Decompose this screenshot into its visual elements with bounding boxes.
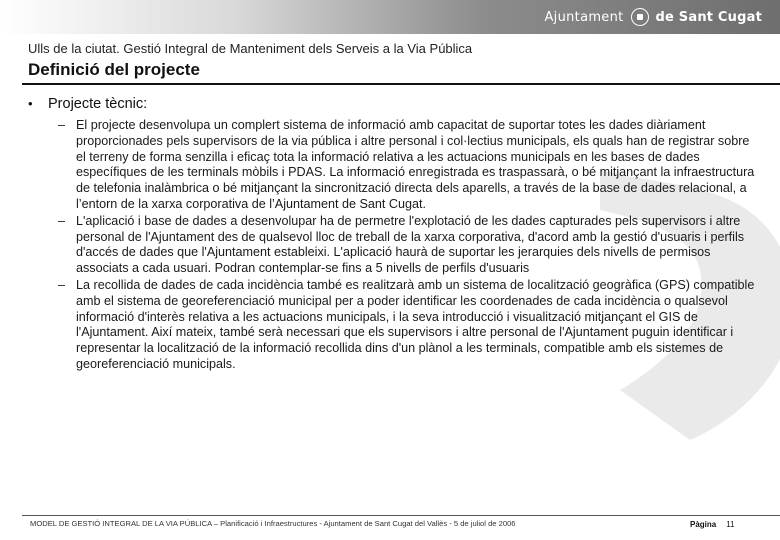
- brand-logo: [544, 7, 762, 27]
- dash-icon: –: [58, 277, 66, 292]
- title-divider: [22, 83, 780, 85]
- page-number: 11: [726, 520, 735, 529]
- page-indicator: [690, 520, 735, 529]
- list-item: [28, 214, 760, 277]
- bullet-heading: [28, 96, 760, 112]
- bullet-icon: •: [28, 96, 33, 111]
- page-label: Pàgina: [690, 520, 717, 529]
- brand-text-sant-cugat: de Sant Cugat: [655, 9, 762, 25]
- seal-icon: [631, 8, 649, 26]
- page-subtitle: Ulls de la ciutat. Gestió Integral de Manteniment dels Serveis a la Via Pública: [28, 41, 473, 56]
- sub-list: [28, 118, 760, 373]
- footer-divider: [22, 515, 780, 516]
- bullet-heading-text: Projecte tècnic:: [48, 96, 148, 112]
- page-title: Definició del projecte: [28, 60, 200, 79]
- dash-icon: –: [58, 118, 66, 132]
- list-item-text: La recollida de dades de cada incidència també es realitzarà amb un sistema de localització geogràfica (GPS) compatible amb el sistema de georeferenciació municipal per a poder identificar les coordenades de cada incidència o qualsevol informació d'interès relativa a les actuacions municipals, i la seva introducció i visualització mitjançant el GIS de l'Ajuntament. Així mateix, també serà necessari que els supervisors i altre personal de l'Ajuntament puguin identificar i representar la localització de la informació recollida dins d'un plànol a les terminals, compatible amb els sistemes de georeferenciació municipals.: [76, 277, 755, 371]
- list-item-text: L'aplicació i base de dades a desenvolupar ha de permetre l'explotació de les dades capturades pels supervisors i altre personal de l'Ajuntament des de qualsevol lloc de treball de la xarxa corporativa, d'acord amb la gestió d'usuaris i perfils d'accés de dades que l'Ajuntament estableixi. L'aplicació haurà de suportar les jerarquies dels nivells de permisos associats a cada usuari. Podran contemplar-se fins a 5 nivells de perfils d'usuaris: [76, 213, 745, 276]
- brand-text-ajuntament: Ajuntament: [544, 9, 624, 25]
- dash-icon: –: [58, 213, 66, 228]
- list-item: [28, 278, 760, 373]
- header-bar: [0, 0, 780, 34]
- main-content: [28, 96, 760, 374]
- list-item: [28, 118, 760, 213]
- list-item-text: El projecte desenvolupa un complert sistema de informació amb capacitat de suportar totes les dades diàriament proporcionades pels supervisors de la via pública i altre personal i col·lectius municipals, els quals han de registrar sobre el terreny de forma senzilla i eficaç tota la informació relativa a les actuacions municipals en les bases de dades específiques de les terminals mòbils i PDAS. La informació enregistrada es traspassarà, o bé mitjançant la infraestructura de telefonia inalàmbrica o bé mitjançant la sincronització directa dels aparells, a través de la base de dades relacional, a l’entorn de la xarxa corporativa de l’Ajuntament de Sant Cugat.: [76, 118, 755, 211]
- footer-text: MODEL DE GESTIÓ INTEGRAL DE LA VIA PÚBLICA – Planificació i Infraestructures - Ajuntament de Sant Cugat del Vallès - 5 de juliol de 2006: [30, 519, 516, 528]
